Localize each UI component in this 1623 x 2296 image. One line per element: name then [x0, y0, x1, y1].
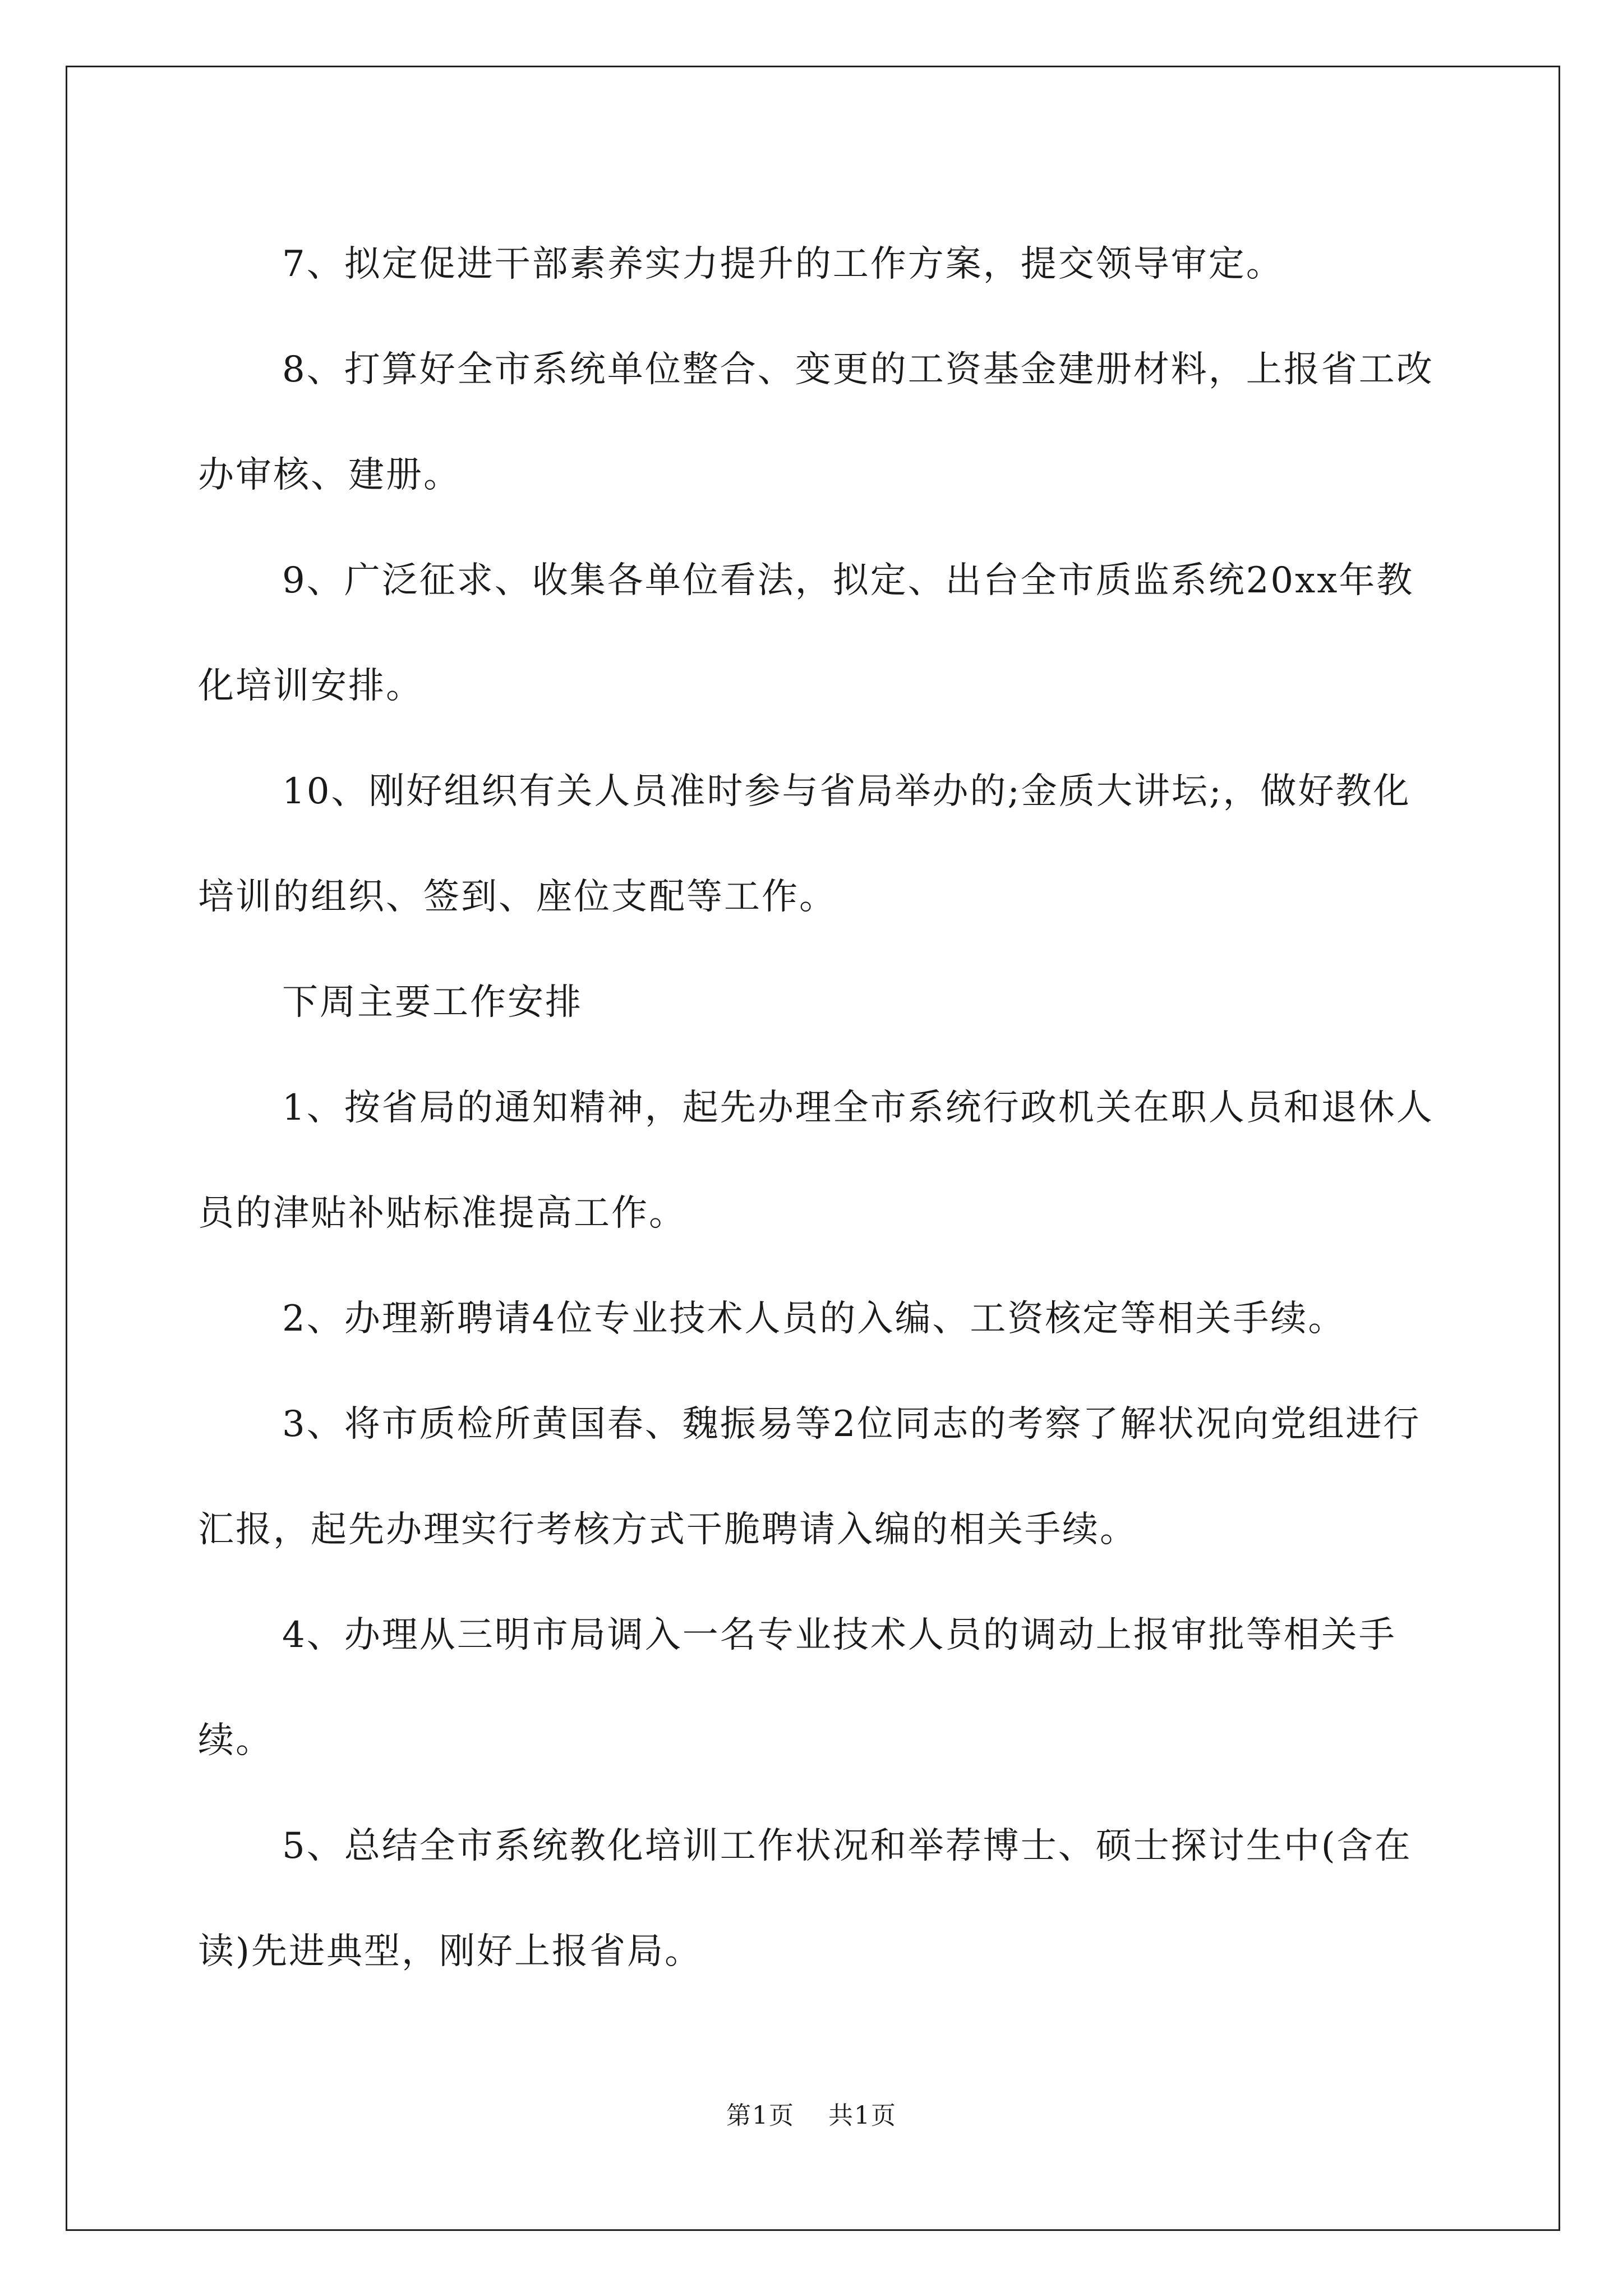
paragraph-item-9: 9、广泛征求、收集各单位看法，拟定、出台全市质监系统20xx年教化培训安排。	[198, 560, 1414, 707]
document-body	[198, 211, 1443, 2004]
next-week-item-5: 5、总结全市系统教化培训工作状况和举荐博士、硕士探讨生中(含在读)先进典型，刚好上报省局。	[198, 1825, 1412, 1972]
next-week-item-1: 1、按省局的通知精神，起先办理全市系统行政机关在职人员和退休人员的津贴补贴标准提高工作。	[198, 1087, 1434, 1234]
paragraph-item-8: 8、打算好全市系统单位整合、变更的工资基金建册材料，上报省工改办审核、建册。	[198, 349, 1434, 496]
page-number: 第1页	[726, 2101, 795, 2130]
paragraph-item-7: 7、拟定促进干部素养实力提升的工作方案，提交领导审定。	[282, 243, 1284, 285]
next-week-item-3: 3、将市质检所黄国春、魏振易等2位同志的考察了解状况向党组进行汇报，起先办理实行考核方式干脆聘请入编的相关手续。	[198, 1404, 1421, 1550]
section-heading: 下周主要工作安排	[282, 982, 583, 1023]
next-week-item-2: 2、办理新聘请4位专业技术人员的入编、工资核定等相关手续。	[282, 1298, 1346, 1340]
next-week-item-4: 4、办理从三明市局调入一名专业技术人员的调动上报审批等相关手续。	[198, 1614, 1396, 1761]
page-total: 共1页	[828, 2101, 897, 2130]
paragraph-item-10: 10、刚好组织有关人员准时参与省局举办的;金质大讲坛;，做好教化培训的组织、签到、座位支配等工作。	[198, 771, 1411, 918]
page-footer	[0, 2095, 1623, 2131]
